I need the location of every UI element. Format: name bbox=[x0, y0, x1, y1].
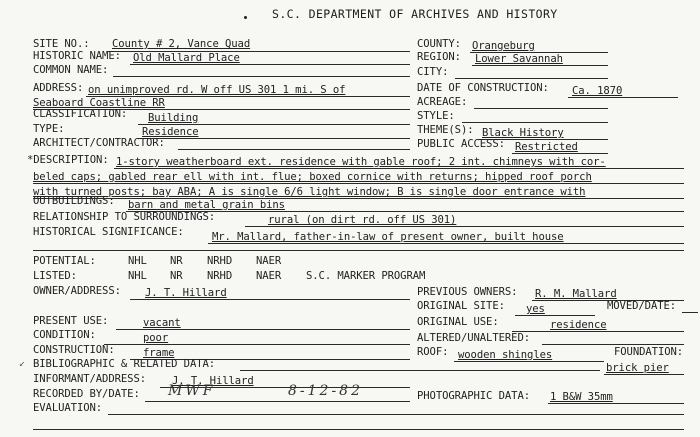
date-construction-label: DATE OF CONSTRUCTION: bbox=[417, 82, 549, 94]
moved-date-label: MOVED/DATE: bbox=[607, 300, 677, 312]
owner-line bbox=[130, 299, 410, 300]
condition-value: poor bbox=[143, 332, 169, 344]
listed-nrhd: NRHD bbox=[207, 270, 233, 282]
altered-line bbox=[542, 344, 684, 345]
potential-nhl: NHL bbox=[128, 255, 147, 267]
recorded-initials: MWF bbox=[168, 383, 216, 399]
listed-naer: NAER bbox=[256, 270, 282, 282]
previous-owners-label: PREVIOUS OWNERS: bbox=[417, 286, 518, 298]
style-label: STYLE: bbox=[417, 110, 455, 122]
construction-label: CONSTRUCTION: bbox=[33, 344, 115, 356]
theme-value: Black History bbox=[482, 127, 564, 139]
region-value: Lower Savannah bbox=[475, 53, 563, 65]
description-line-2 bbox=[33, 183, 684, 184]
roof-value: wooden shingles bbox=[458, 349, 553, 361]
informant-value: J. T. Hillard bbox=[172, 375, 254, 387]
significance-line bbox=[208, 243, 684, 244]
style-line bbox=[462, 122, 608, 123]
architect-line bbox=[178, 149, 410, 150]
architect-label: ARCHITECT/CONTRACTOR: bbox=[33, 137, 165, 149]
common-name-label: COMMON NAME: bbox=[33, 64, 109, 76]
header-dot bbox=[244, 16, 247, 19]
outbuildings-value: barn and metal grain bins bbox=[128, 199, 285, 211]
address-value-2: Seaboard Coastline RR bbox=[33, 97, 165, 109]
photographic-value: 1 B&W 35mm bbox=[550, 391, 613, 403]
condition-line bbox=[104, 344, 410, 345]
significance-label: HISTORICAL SIGNIFICANCE: bbox=[33, 226, 184, 238]
region-label: REGION: bbox=[417, 51, 461, 63]
original-site-line bbox=[515, 315, 595, 316]
recorded-date: 8-12-82 bbox=[288, 383, 363, 399]
common-name-line bbox=[113, 76, 410, 77]
acreage-line bbox=[474, 108, 608, 109]
classification-value: Building bbox=[148, 112, 199, 124]
owner-value: J. T. Hillard bbox=[145, 287, 227, 299]
theme-label: THEME(S): bbox=[417, 124, 474, 136]
public-access-value: Restricted bbox=[515, 141, 578, 153]
bibliographic-line bbox=[240, 370, 600, 371]
listed-label: LISTED: bbox=[33, 270, 77, 282]
original-use-label: ORIGINAL USE: bbox=[417, 316, 499, 328]
recorded-line bbox=[145, 401, 410, 402]
original-site-label: ORIGINAL SITE: bbox=[417, 300, 505, 312]
bibliographic-label: BIBLIOGRAPHIC & RELATED DATA: bbox=[33, 358, 216, 370]
roof-label: ROOF: bbox=[417, 346, 449, 358]
original-use-value: residence bbox=[550, 319, 607, 331]
evaluation-line-2 bbox=[33, 429, 684, 430]
foundation-line bbox=[604, 374, 684, 375]
moved-date-line bbox=[682, 312, 698, 313]
public-access-line bbox=[512, 153, 608, 154]
potential-nr: NR bbox=[170, 255, 183, 267]
outbuildings-label: OUTBUILDINGS: bbox=[33, 195, 115, 207]
potential-nrhd: NRHD bbox=[207, 255, 233, 267]
altered-label: ALTERED/UNALTERED: bbox=[417, 332, 531, 344]
date-construction-value: Ca. 1870 bbox=[572, 85, 623, 97]
type-value: Residence bbox=[142, 126, 199, 138]
original-site-value: yes bbox=[526, 303, 545, 315]
present-use-label: PRESENT USE: bbox=[33, 315, 109, 327]
foundation-label: FOUNDATION: bbox=[614, 346, 684, 358]
historic-name-value: Old Mallard Place bbox=[133, 52, 240, 64]
acreage-label: ACREAGE: bbox=[417, 96, 468, 108]
description-value-3: with turned posts; bay ABA; A is single 6/6 light window; B is single door entrance with bbox=[33, 186, 586, 198]
date-construction-line bbox=[568, 97, 678, 98]
evaluation-label: EVALUATION: bbox=[33, 402, 103, 414]
listed-sc-marker: S.C. MARKER PROGRAM bbox=[306, 270, 426, 282]
site-no-label: SITE NO.: bbox=[33, 38, 90, 50]
present-use-value: vacant bbox=[143, 317, 181, 329]
bibliographic-mark: ↙ bbox=[19, 358, 26, 369]
photographic-label: PHOTOGRAPHIC DATA: bbox=[417, 390, 531, 402]
address-value-1: on unimproved rd. W off US 301 1 mi. S of bbox=[88, 84, 346, 96]
recorded-label: RECORDED BY/DATE: bbox=[33, 388, 140, 400]
form-header: S.C. DEPARTMENT OF ARCHIVES AND HISTORY bbox=[272, 7, 558, 21]
potential-naer: NAER bbox=[256, 255, 282, 267]
informant-label: INFORMANT/ADDRESS: bbox=[33, 373, 147, 385]
relationship-label: RELATIONSHIP TO SURROUNDINGS: bbox=[33, 211, 216, 223]
description-value-2: beled caps; gabled rear ell with int. flue; boxed cornice with returns; hipped roof porch bbox=[33, 171, 592, 183]
previous-owners-value: R. M. Mallard bbox=[535, 288, 617, 300]
evaluation-line bbox=[108, 414, 684, 415]
type-line bbox=[138, 138, 410, 139]
historic-name-label: HISTORIC NAME: bbox=[33, 50, 121, 62]
listed-nr: NR bbox=[170, 270, 183, 282]
description-line-1 bbox=[114, 168, 684, 169]
description-label: *DESCRIPTION: bbox=[27, 154, 109, 166]
significance-value: Mr. Mallard, father-in-law of present owner, built house bbox=[212, 231, 564, 243]
address-label: ADDRESS: bbox=[33, 82, 84, 94]
county-value: Orangeburg bbox=[472, 40, 535, 52]
historic-name-line bbox=[130, 64, 410, 65]
potential-label: POTENTIAL: bbox=[33, 255, 96, 267]
present-use-line bbox=[116, 329, 410, 330]
photographic-line bbox=[548, 403, 684, 404]
type-label: TYPE: bbox=[33, 123, 65, 135]
foundation-value: brick pier bbox=[606, 362, 669, 374]
listed-nhl: NHL bbox=[128, 270, 147, 282]
owner-label: OWNER/ADDRESS: bbox=[33, 285, 121, 297]
roof-line bbox=[454, 361, 604, 362]
city-label: CITY: bbox=[417, 66, 449, 78]
classification-label: CLASSIFICATION: bbox=[33, 108, 128, 120]
condition-label: CONDITION: bbox=[33, 329, 96, 341]
site-no-value: County # 2, Vance Quad bbox=[112, 38, 251, 50]
region-line bbox=[472, 65, 608, 66]
county-label: COUNTY: bbox=[417, 38, 461, 50]
description-value-1: 1-story weatherboard ext. residence with gable roof; 2 int. chimneys with cor- bbox=[116, 156, 606, 168]
significance-line-2 bbox=[33, 250, 684, 251]
relationship-value: rural (on dirt rd. off US 301) bbox=[268, 214, 457, 226]
original-use-line bbox=[512, 331, 684, 332]
public-access-label: PUBLIC ACCESS: bbox=[417, 138, 505, 150]
classification-line bbox=[138, 124, 410, 125]
relationship-line bbox=[245, 226, 684, 227]
city-line bbox=[455, 78, 608, 79]
construction-value: frame bbox=[143, 347, 175, 359]
